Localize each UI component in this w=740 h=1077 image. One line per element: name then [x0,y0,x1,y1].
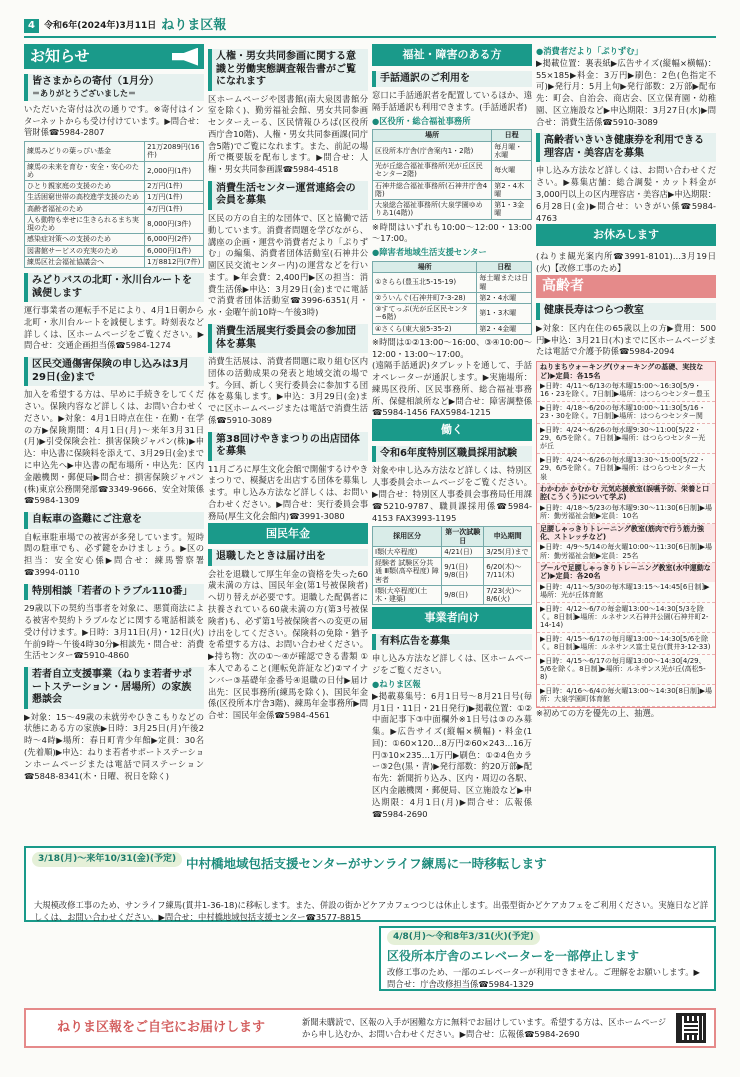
sign-language-table-1: 場所 日程 区役所本庁舎(庁舎案内1・2階) 毎月曜・水曜 光が丘総合福祉事務所(光が丘区民センター2階) 毎火曜 石神井総合福祉事務所(石神井庁舎4階) 第2・4木曜 大泉総合福祉事務所(大泉学園ゆめりあ1(4階)) 第1・3金曜 [372,129,532,219]
donation-row [25,203,204,214]
table-cell: 1万8812円(7件) [145,256,204,267]
elderly-schedule [536,361,716,707]
pension-section-header: 国民年金 [208,523,368,545]
table-cell: ③すてっぷ(光が丘区民センター6階) [373,304,477,324]
elevator-notice [379,926,716,991]
pension-title: 退職したときは届け出を [208,549,368,566]
sign-language-title: 手話通訳のご利用を [372,71,532,88]
keyaki-festival-title: 第38回けやきまつりの出店団体を募集 [208,432,368,461]
table-cell: 毎月曜・水曜 [492,141,532,161]
exam-row [373,558,532,586]
table-cell: 4万円(1件) [145,203,204,214]
schedule-item: 足腰しゃっきりトレーニング教室(筋肉で行う筋力強化、ストレッチなど) ▶日時：4/9～5/14の毎火曜10:00～11:30[6日制]▶場所：勤労福祉会館▶定員：25名 [537,524,715,564]
schedule-item: プールで足腰しゃっきりトレーニング教室(水中運動など)▶定員：各20名 ▶日時：4/11～5/30の毎木曜13:15～14:45[6日制]▶場所：光が丘体育館 [537,563,715,603]
donation-row [25,245,204,256]
relocation-notice [24,846,716,922]
donation-row [25,142,204,162]
gender-report-body: 区ホームページや図書館(南大泉図書館分室を除く)、勤労福祉会館、男女共同参画センターえーる、区民情報ひろば(区役所西庁舎10階)、人権・男女共同参画課(同庁舎5階)でご覧になれます。また、前記の場所で概要版を配布します。▶問合せ：人権・男女共同参画課☎5984-4518 [208,93,368,175]
consumer-council-body: 区民の方の自主的な団体で、区と協働で活動しています。消費者問題を学びながら、講座の企画・運営や消費者だより「ぷりずむ」の編集、消費者団体活動室(石神井公園区民交流センター内)の運営などを行います。▶年会費：2,400円▶区の担当：消費生活係▶申込：3月29日(金)までに電話で消費者団体活動室☎3996-6351(月・水・金曜午前10時～午後3時) [208,212,368,318]
donation-row [25,214,204,234]
table-cell: 2万円(1件) [145,181,204,192]
sign-language-table-2: 場所 日程 ①きらら(豊玉北5-15-19) 毎土曜または日曜 ②ういんぐ(石神井町7-3-28) 第2・4水曜 ③すてっぷ(光が丘区民センター6階) 第1・3木曜 ④さくら(東大泉5-35-2) 第2・4金曜 [372,261,532,335]
column-3 [372,44,532,844]
table-cell: 2,000円(1件) [145,161,204,181]
consumer-exhibition-title: 消費生活展実行委員会の参加団体を募集 [208,324,368,353]
schedule-item: ▶日時：4/18～6/20の毎木曜10:00～11:30[5/16・23・30を除く。7日制]▶場所：はつらつセンター関 [537,402,715,424]
elevator-period: 4/8(月)～令和8年3/31(火)(予定) [387,930,540,945]
sign-language-note2: ※時間は①②13:00～16:00、③④10:00～12:00・13:00～17:00。 [372,336,532,359]
elderly-note: ※初めての方を優先の上、抽選。 [536,707,660,718]
table-cell: 6,000円(1件) [145,245,204,256]
table-cell: ひとり親家庭の支援のため [25,181,145,192]
table-cell: 第1・3金曜 [492,200,532,220]
exam-body: 対象や申し込み方法など詳しくは、特別区人事委員会ホームページをご覧ください。▶問合せ：特別区人事委員会事務局任用課☎5210-9787、職員課採用係☎5984-4153 FAX3993-1195 [372,465,532,523]
insurance-title: 区民交通傷害保険の申し込みは3月29日(金)まで [24,357,204,386]
issue-date: 令和6年(2024年)3月11日 [43,20,157,31]
table-cell: 練馬みどりの葉っぴい基金 [25,142,145,162]
qr-code-icon[interactable] [676,1013,706,1043]
table-cell: ④さくら(東大泉5-35-2) [373,323,477,334]
donation-row [25,161,204,181]
sign-language-note1: ※時間はいずれも10:00～12:00・13:00～17:00。 [372,221,532,244]
donation-table [24,141,204,268]
sign-language-sub1: ●区役所・総合福祉事務所 [372,115,471,126]
ad-title: 有料広告を募集 [372,634,532,651]
exam-title: 令和6年度特別区職員採用試験 [372,446,532,463]
consultation-body: 29歳以下の契約当事者を対象に、悪質商法による被害や契約トラブルなどに関する電話相談を受け付けます。▶日時：3月11日(月)・12日(火)午前9時～午後4時30分▶相談先・問合せ：消費生活センター☎5910-4860 [24,603,204,661]
schedule-item: ▶日時：4/15～6/17の毎月曜13:00～14:30[4/29、5/6を除く。8日制]▶場所：ルネサンス光が丘(高松5-8) [537,655,715,685]
table-cell: ②ういんぐ(石神井町7-3-28) [373,292,477,303]
sign-language-row [373,273,532,293]
table-cell: 経験者 試験区分共通 Ⅲ類(高卒程度) 障害者 [373,558,442,586]
midori-bus-body: 運行事業者の運転手不足により、4月1日朝から北町・氷川台ルートを減便します。時刻表など詳しくは、区ホームページをご覧ください。▶問合せ：交通企画担当係☎5984-1274 [24,305,204,351]
remote-sign-body: (遠隔手話通訳)タブレットを通して、手話オペレーターが通訳します。▶実施場所：練馬区役所、区民事務所、総合福祉事務所、保健相談所など▶問合せ：障害調整係☎5984-1456 FAX5984-1215 [372,360,532,418]
elderly-class-title: 健康長寿はつらつ教室 [536,303,716,320]
consumer-exhibition-body: 消費生活展は、消費者問題に取り組む区内団体の活動成果の発表と地域交流の場です。今回、新しく実行委員会に参加する団体を募集します。▶申込：3月29日(金)までに区ホームページまたは電話で消費生活係☎5910-3089 [208,356,368,425]
table-cell: 8,000円(3件) [145,214,204,234]
sign-language-body: 窓口に手話通訳者を配置しているほか、遠隔手話通訳も利用できます。(手話通訳者) [372,90,532,112]
table-cell: 21万2089円(16件) [145,142,204,162]
welfare-section-header: 福祉・障害のある方 [372,44,532,66]
youth-support-title: 若者自立支援事業（ねりま若者サポートステーション・居場所）の家族懇談会 [24,667,204,709]
table-cell: 図書館サービスの充実のため [25,245,145,256]
table-cell: 6,000円(2件) [145,234,204,245]
gender-report-title: 人権・男女共同参画に関する意識と労働実態調査報告書がご覧になれます [208,49,368,91]
page-header [24,18,716,38]
sign-language-row [373,180,532,200]
exam-row [373,585,532,605]
relocation-body: 大規模改修工事のため、サンライフ練馬(貫井1-36-18)に移転します。また、併設の街かどケアカフェつつじは休止します。出張型街かどケアカフェをご利用ください。実施日など詳しくは、お問い合わせください。▶問合せ：中村橋地域包括支援センター☎3577-8815 [34,900,709,922]
donation-body: いただいた寄付は次の通りです。※寄付はインターネットからも受け付けています。▶問合せ：管財係☎5984-2807 [24,103,204,138]
donation-row [25,256,204,267]
donation-row [25,181,204,192]
ad-body-2: ▶掲載募集号：6月1日号～8月21日号(毎月1日・11日・21日発行)▶掲載位置：①②中面記事下③中面欄外※1日号は③のみ募集。▶広告サイズ(縦幅×横幅)・料金(1回)：①60×120…8万円②60×243…16万円③10×235…1万円▶刷色：①②4色カラー③2色(黒・青)▶発行部数：約20万部▶配布先：新聞折り込み、区内・周辺の各駅、区内金融機関・郵便局、区立施設など▶申込期限：4月1日(月)▶問合せ：広報係☎5984-2690 [372,690,532,819]
youth-support-body: ▶対象：15～49歳の未就労やひきこもりなどの状態にある方の家族▶日時：3月25日(月)午後2時～4時▶場所：春日町青少年館▶定員：30名(先着順)▶申込：ねりま若者サポートステーションホームページまたは電話で同ステーション☎5848-8341(木・日曜、祝日を除く) [24,711,204,781]
pension-body: 会社を退職して厚生年金の資格を失った60歳未満の方は、国民年金(第1号被保険者)へ切り替えが必要です。退職した配偶者に扶養されている60歳未満の方(第3号被保険者)も、必ず第1号被保険者への変更の届け出をしてください。保険料の免除・猶予を希望する方は、お問い合わせください。▶持ち物：次の①～④が確認できる書類 ①本人であること(運転免許証など)②マイナンバー③基礎年金番号④退職の日付▶届け出先：区民事務所(練馬を除く)、国民年金係(区役所本庁舎3階)、練馬年金事務所▶問合せ：国民年金係☎5984-4561 [208,568,368,721]
schedule-item: ▶日時：4/24～6/26の毎水曜9:30～11:00[5/22・29、6/5を除く。7日制]▶場所：はつらつセンター光が丘 [537,424,715,454]
schedule-item: ねりまちウォーキング(ウォーキングの基礎、実技など)▶定員：各15名 ▶日時：4/11～6/13の毎木曜15:00～16:30[5/9・16・23を除く。7日制]▶場所：はつらつセンター豊玉 [537,362,715,402]
megaphone-icon [172,48,198,66]
table-cell: 第1・3木曜 [477,304,532,324]
column-2 [208,44,368,844]
table-cell: 9/8(日) [442,585,484,605]
table-cell: 大泉総合福祉事務所(大泉学園ゆめりあ1(4階)) [373,200,492,220]
table-cell: 第2・4水曜 [477,292,532,303]
keyaki-festival-body: 11月ごろに厚生文化会館で開催するけやきまつりで、模擬店を出店する団体を募集します。申し込み方法など詳しくは、お問い合わせください。▶問合せ：実行委員会事務局(厚生文化会館内)☎3991-3080 [208,463,368,521]
barber-title: 高齢者いきいき健康券を利用できる理容店・美容店を募集 [536,133,716,162]
table-cell: 第2・4木曜 [492,180,532,200]
donation-row [25,192,204,203]
table-cell: 9/1(日) 9/8(日) [442,558,484,586]
elderly-section-header: 高齢者 [536,275,716,299]
closure-section-header: お休みします [536,224,716,246]
schedule-item: ▶日時：4/24～6/26の毎水曜13:30～15:00[5/22・29、6/5を除く。7日制]▶場所：はつらつセンター大泉 [537,454,715,484]
schedule-item: ▶日時：4/15～6/17の毎月曜13:00～14:30[5/6を除く。8日制]▶場所：ルネサンス富士見台(貫井3-12-33) [537,633,715,655]
business-section-header: 事業者向け [372,607,532,629]
sign-language-row [373,292,532,303]
sign-language-row [373,161,532,181]
work-section-header: 働く [372,419,532,441]
ad-body: 申し込み方法など詳しくは、区ホームページをご覧ください。 [372,653,532,676]
elevator-body: 改修工事のため、一部のエレベーターが利用できません。ご理解をお願いします。▶問合せ：庁舎改修担当係☎5984-1329 [387,966,700,989]
table-cell: 毎火曜 [492,161,532,181]
midori-bus-title: みどりバスの北町・氷川台ルートを減便します [24,273,204,302]
relocation-title: 中村橋地域包括支援センターがサンライフ練馬に一時移転します [186,856,547,871]
table-cell: 7/23(火)～8/6(火) [484,585,532,605]
table-cell: 光が丘総合福祉事務所(光が丘区民センター2階) [373,161,492,181]
column-4 [536,44,716,844]
exam-row [373,546,532,557]
barber-body: 申し込み方法など詳しくは、お問い合わせください。▶募集店舗：総合調髪・カット料金が3,000円以上の区内理容店・美容店▶申込期限：6月28日(金)▶問合せ：いきがい係☎5984-4763 [536,165,716,223]
delivery-body: 新聞未購読で、区報の入手が困難な方に無料でお届けしています。希望する方は、区ホームページから申し込むか、お問い合わせください。▶問合せ：広報係☎5984-2690 [302,1016,667,1039]
table-cell: ①きらら(豊玉北5-15-19) [373,273,477,293]
consumer-council-title: 消費生活センター運営連絡会の会員を募集 [208,181,368,210]
table-cell: 第2・4金曜 [477,323,532,334]
sign-language-row [373,304,532,324]
table-cell: 石神井総合福祉事務所(石神井庁舎4階) [373,180,492,200]
table-cell: 区役所本庁舎(庁舎案内1・2階) [373,141,492,161]
schedule-item: ▶日時：4/16～6/4の毎火曜13:00～14:30[8日制]▶場所：大泉学園町体育館 [537,685,715,707]
relocation-period: 3/18(月)～来年10/31(金)(予定) [32,852,182,867]
table-cell: 高齢者福祉のため [25,203,145,214]
table-cell: 生活困窮世帯の高校進学支援のため [25,192,145,203]
delivery-footer [24,1008,716,1048]
table-cell: 毎土曜または日曜 [477,273,532,293]
bicycle-theft-title: 自転車の盗難にご注意を [24,512,204,529]
notice-section-header [24,44,204,69]
sign-language-row [373,141,532,161]
schedule-item: ▶日時：4/12～6/7の毎金曜13:00～14:30[5/3を除く。8日制]▶場所：ルネサンス石神井公園(石神井町2-14-14) [537,603,715,633]
table-cell: 3/25(月)まで [484,546,532,557]
table-cell: 6/20(木)～7/11(木) [484,558,532,586]
notice-section-title: お知らせ [30,47,90,65]
table-cell: 練馬の未来を育む・安全・安心のため [25,161,145,181]
prism-body: ▶掲載位置：裏表紙▶広告サイズ(縦幅×横幅)：55×185▶料金：3万円▶刷色：2色(色指定不可)▶発行月：5月上旬▶発行部数：2万部▶配布先：町会、自治会、商店会、区立保育園・幼稚園、区立施設など▶申込期限：3月27日(水)▶問合せ：消費生活係☎5910-3089 [536,57,716,127]
table-cell: 人も動物も幸せに生きられるまち実現のため [25,214,145,234]
ad-sub: ●ねりま区報 [372,678,421,689]
donation-row [25,234,204,245]
table-cell: 4/21(日) [442,546,484,557]
exam-table: 採用区分 第一次試験日 申込期間 Ⅰ類(大卒程度) 4/21(日) 3/25(月)まで 経験者 試験区分共通 Ⅲ類(高卒程度) 障害者 9/1(日) 9/8(日) 6/20(木)～7/11(木) Ⅰ類(大卒程度)(土木・建築) 9/8(日) 7/23(火)～8/6(火) [372,526,532,605]
elevator-title: 区役所本庁舎のエレベーターを一部停止します [387,948,640,963]
donation-title: 皆さまからの寄付（1月分） ＝ありがとうございました＝ [24,74,204,101]
table-cell: 練馬区社会福祉協議会へ [25,256,145,267]
table-cell: 1万円(1件) [145,192,204,203]
closure-body: (ねりま観光案内所☎3991-8101)…3月19日(火)【改修工事のため】 [536,250,716,273]
column-1 [24,44,204,844]
brand-logo: ねりま区報 [161,17,227,33]
table-cell: 感染症対策への支援のため [25,234,145,245]
consultation-title: 特別相談「若者のトラブル110番」 [24,584,204,601]
page-number: 4 [24,19,39,33]
delivery-title: ねりま区報をご自宅にお届けします [56,1019,265,1035]
sign-language-row [373,200,532,220]
prism-sub: ●消費者だより「ぷりずむ」 [536,46,643,56]
article-columns [24,44,716,844]
table-cell: Ⅰ類(大卒程度)(土木・建築) [373,585,442,605]
bicycle-theft-body: 自転車駐車場での被害が多発しています。短時間の駐車でも、必ず鍵をかけましょう。▶区の担当：安全安心係▶問合せ：練馬警察署☎3994-0110 [24,531,204,577]
table-cell: Ⅰ類(大卒程度) [373,546,442,557]
sign-language-row [373,323,532,334]
elderly-class-body: ▶対象：区内在住の65歳以上の方▶費用：500円▶申込：3月21日(木)までに区ホームページまたは電話で介護予防係☎5984-2094 [536,322,716,357]
sign-language-sub2: ●障害者地域生活支援センター [372,247,487,258]
insurance-body: 加入を希望する方は、早めに手続きをしてください。保険内容など詳しくは、お問い合わせください。▶対象：4月1日時点在住・在勤・在学の方▶保険期間：4月1日(月)～来年3月31日(月)▶引受保険会社：損害保険ジャパン(株)▶申込：申込書に保険料を添えて、3月29日(金)までに申込先へ▶申込書の配布場所・申込先：区内金融機関・郵便局▶問合せ：損害保険ジャパン(株)東京公務開発部☎3349-9666、安全対策係☎5984-1309 [24,389,204,506]
schedule-item: わかわか かむかむ 元気応援教室(誤嚥予防、栄養と口腔(こうくう)について学ぶ) ▶日時：4/18～5/23の毎木曜9:30～11:30[6日制]▶場所：勤労福祉会館▶定員：10名 [537,484,715,524]
